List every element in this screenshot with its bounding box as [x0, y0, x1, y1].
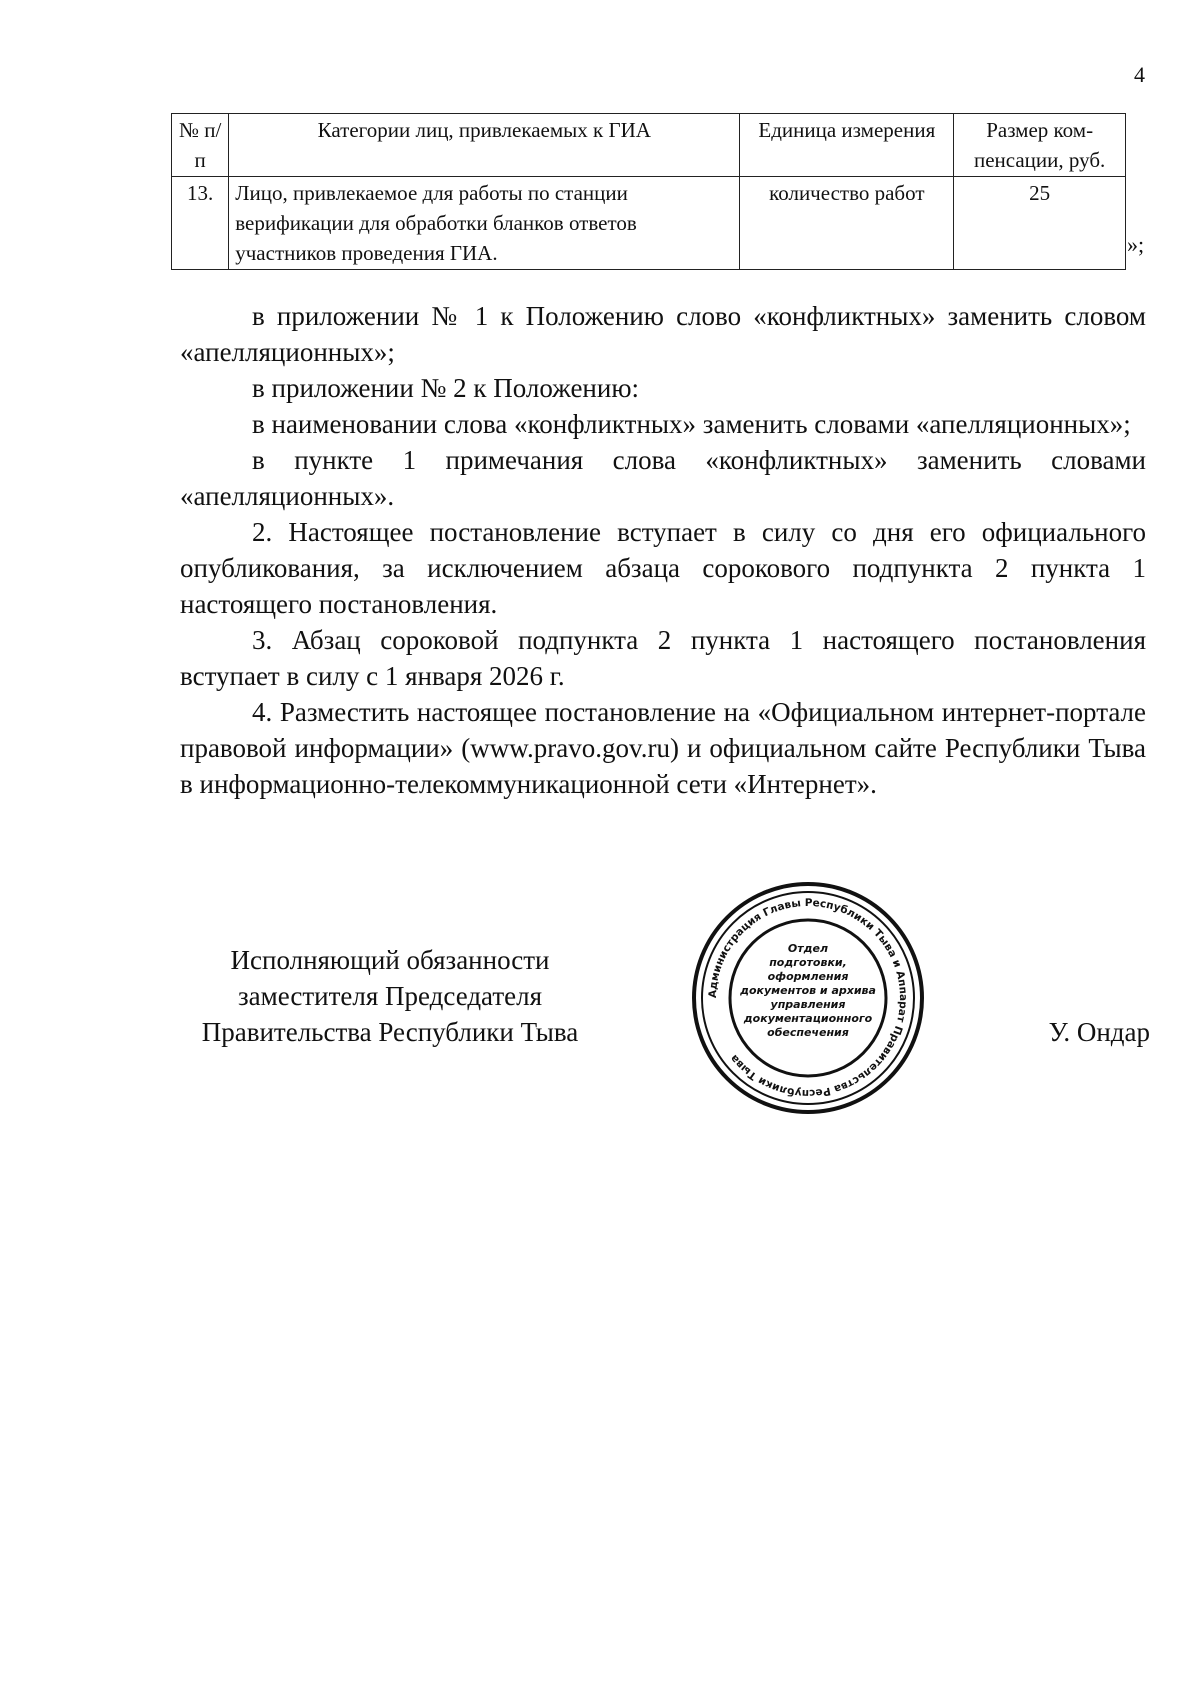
paragraph: в наименовании слова «конфликтных» заменить словами «апелляционных»; — [252, 409, 1131, 439]
stamp-center-line: управления — [770, 998, 846, 1011]
stamp-center-line: Отдел — [787, 942, 829, 955]
page-number: 4 — [1134, 62, 1145, 87]
stamp-center-line: подготовки, — [769, 956, 847, 969]
header-num: № п/п — [172, 114, 229, 177]
cell-amount: 25 — [954, 177, 1126, 270]
paragraph: 3. Абзац сороковой подпункта 2 пункта 1 настоящего постановления вступает в силу с 1 января 2026 г. — [180, 625, 1146, 691]
paragraph: в приложении № 1 к Положению слово «конфликтных» заменить словом «апелляционных»; — [180, 301, 1146, 367]
table-row — [172, 177, 1126, 270]
cell-unit: количество работ — [740, 177, 954, 270]
stamp-center-line: оформления — [767, 970, 849, 983]
paragraph: в приложении № 2 к Положению: — [252, 373, 640, 403]
body-text — [180, 298, 1146, 802]
position-line: заместителя Председателя — [237, 981, 543, 1011]
cell-category: Лицо, привлекаемое для работы по станции верификации для обработки бланков ответов участников проведения ГИА. — [229, 177, 740, 270]
table-header-row — [172, 114, 1126, 177]
paragraph: 4. Разместить настоящее постановление на «Официальном интернет-портале правовой информации» (www.pravo.gov.ru) и официальном сайте Республики Тыва в информационно-телекоммуникационной сети «Интернет». — [180, 697, 1146, 799]
official-stamp — [690, 880, 926, 1116]
paragraph: 2. Настоящее постановление вступает в силу со дня его официального опубликования, за исключением абзаца сорокового подпункта 2 пункта 1 настоящего постановления. — [180, 517, 1146, 619]
paragraph: в пункте 1 примечания слова «конфликтных» заменить словами «апелляционных». — [180, 445, 1146, 511]
signatory-name: У. Ондар — [1048, 1017, 1150, 1047]
header-amount: Размер ком-пенсации, руб. — [954, 114, 1126, 177]
position-line: Исполняющий обязанности — [230, 945, 550, 975]
signatory-position — [180, 942, 600, 1050]
stamp-center-line: документационного — [743, 1012, 873, 1025]
stamp-center-line: обеспечения — [767, 1026, 849, 1039]
position-line: Правительства Республики Тыва — [201, 1017, 579, 1047]
svg-text:Администрация Главы Республики: Администрация Главы Республики Тыва и Аппарат Правительства Республики Тыва — [706, 896, 910, 1100]
compensation-table — [171, 113, 1126, 270]
stamp-center-line: документов и архива — [740, 984, 876, 997]
header-unit: Единица измерения — [740, 114, 954, 177]
cell-num: 13. — [172, 177, 229, 270]
header-category: Категории лиц, привлекаемых к ГИА — [229, 114, 740, 177]
table-closing-quote: »; — [1127, 232, 1145, 257]
